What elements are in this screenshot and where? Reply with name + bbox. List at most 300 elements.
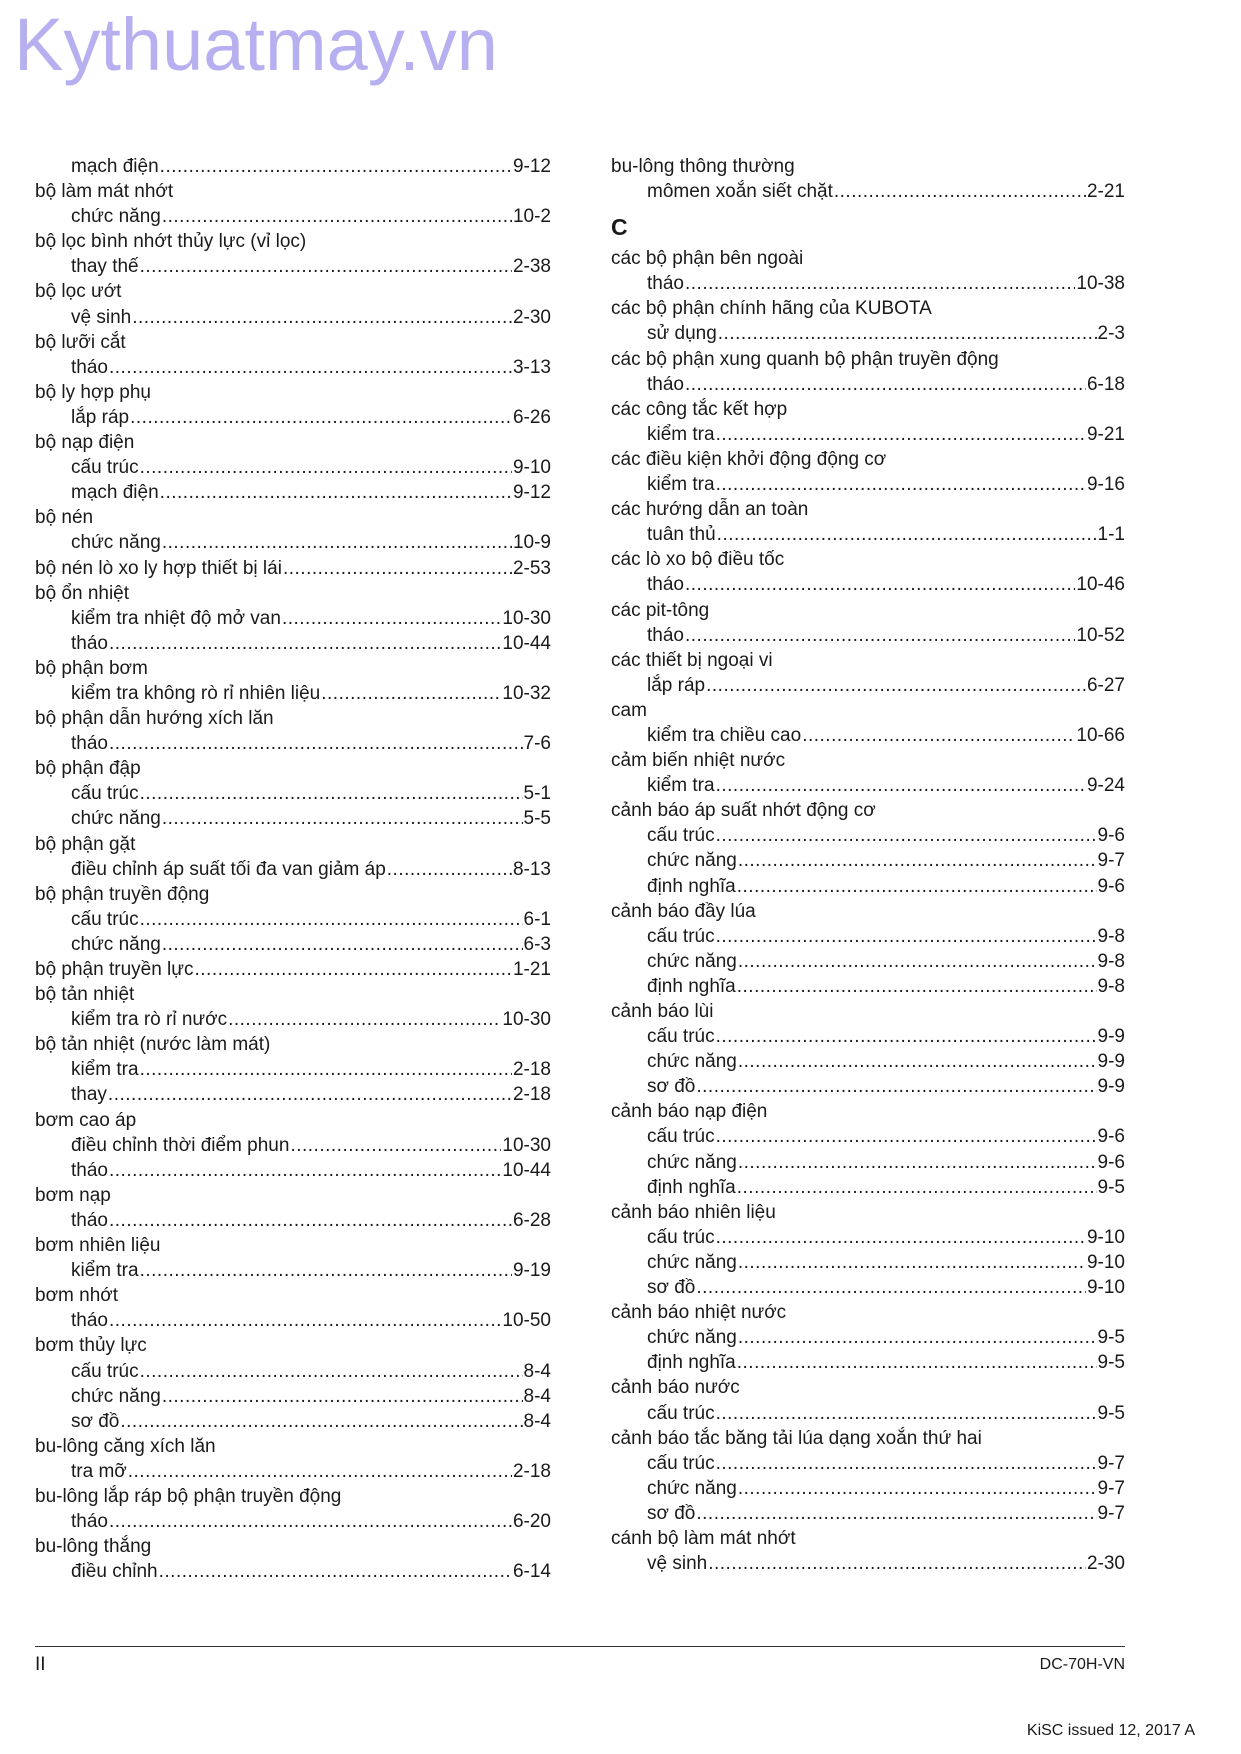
index-subentry: [611, 949, 1125, 974]
index-heading: bộ nén: [35, 507, 94, 529]
page-ref: 9-19: [512, 1260, 551, 1282]
index-heading: bộ lọc bình nhớt thủy lực (vỉ lọc): [35, 231, 307, 253]
index-subentry: [611, 673, 1125, 698]
page-ref: 2-30: [1086, 1553, 1125, 1575]
page-ref: 2-18: [512, 1059, 551, 1081]
dot-leader: [109, 1158, 501, 1183]
dot-leader: [162, 932, 523, 957]
entry-term: cấu trúc: [71, 783, 139, 805]
index-subentry: [611, 1024, 1125, 1049]
dot-leader: [160, 480, 512, 505]
dot-leader: [290, 1133, 501, 1158]
index-subentry: [611, 1501, 1125, 1526]
index-subentry: [35, 204, 551, 229]
dot-leader: [108, 1082, 512, 1107]
entry-term: sơ đồ: [647, 1502, 696, 1524]
page-ref: 9-5: [1097, 1327, 1125, 1349]
dot-leader: [140, 781, 523, 806]
entry-term: định nghĩa: [647, 1176, 736, 1198]
page-ref: 8-4: [523, 1385, 551, 1407]
page-ref: 9-10: [1086, 1251, 1125, 1273]
entry-term: sơ đồ: [647, 1076, 696, 1098]
entry-term: sử dụng: [647, 323, 717, 345]
index-subentry: [611, 522, 1125, 547]
index-subentry: [35, 857, 551, 882]
entry-term: kiểm tra: [71, 1059, 139, 1081]
index-heading: bộ ly hợp phụ: [35, 381, 151, 403]
dot-leader: [716, 1401, 1097, 1426]
page-ref: 10-2: [512, 206, 551, 228]
entry-term: tháo: [71, 632, 108, 654]
index-heading: các thiết bị ngoại vi: [611, 649, 773, 671]
page-ref: 6-27: [1086, 674, 1125, 696]
entry-term: sơ đồ: [647, 1277, 696, 1299]
entry-term: điều chỉnh: [71, 1561, 158, 1583]
dot-leader: [716, 1024, 1097, 1049]
entry-term: chức năng: [71, 933, 161, 955]
page-ref: 9-10: [1086, 1277, 1125, 1299]
dot-leader: [737, 1350, 1097, 1375]
index-subentry: [35, 631, 551, 656]
dot-leader: [716, 422, 1086, 447]
dot-leader: [109, 1208, 512, 1233]
page-ref: 10-50: [502, 1310, 551, 1332]
index-heading: bơm nạp: [35, 1184, 111, 1206]
dot-leader: [162, 530, 512, 555]
dot-leader: [130, 405, 512, 430]
index-subentry: [611, 179, 1125, 204]
entry-term: kiểm tra: [647, 474, 715, 496]
page-ref: 10-66: [1076, 724, 1125, 746]
index-heading: bu-lông căng xích lăn: [35, 1435, 216, 1457]
page-ref: 6-26: [512, 406, 551, 428]
index-subentry: [611, 848, 1125, 873]
entry-term: cấu trúc: [71, 457, 139, 479]
page-ref: 2-18: [512, 1460, 551, 1482]
page-ref: 2-38: [512, 256, 551, 278]
index-subentry: [35, 405, 551, 430]
index-subentry: [611, 422, 1125, 447]
index-subentry: [35, 1208, 551, 1233]
watermark-logo: Kythuatmay.vn: [14, 3, 498, 86]
page-ref: 2-53: [512, 557, 551, 579]
page-ref: 5-5: [523, 808, 551, 830]
index-heading: cảnh báo áp suất nhớt động cơ: [611, 800, 876, 822]
index-subentry: [611, 924, 1125, 949]
page-ref: 6-18: [1086, 373, 1125, 395]
dot-leader: [716, 472, 1086, 497]
index-subentry: [611, 874, 1125, 899]
entry-term: tra mỡ: [71, 1460, 127, 1482]
index-heading: cảnh báo lùi: [611, 1001, 714, 1022]
entry-term: kiểm tra: [647, 423, 715, 445]
index-subentry: [35, 1082, 551, 1107]
index-heading: bộ lưỡi cắt: [35, 331, 126, 353]
entry-term: chức năng: [71, 532, 161, 554]
page-ref: 6-28: [512, 1209, 551, 1231]
index-subentry: [35, 480, 551, 505]
entry-term: định nghĩa: [647, 975, 736, 997]
dot-leader: [716, 823, 1097, 848]
entry-term: tháo: [71, 356, 108, 378]
dot-leader: [387, 857, 512, 882]
page-ref: 9-10: [512, 457, 551, 479]
entry-term: lắp ráp: [71, 406, 130, 428]
page-ref: 9-5: [1097, 1402, 1125, 1424]
dot-leader: [737, 874, 1097, 899]
index-subentry: [611, 773, 1125, 798]
entry-term: bộ phận truyền lực: [35, 959, 194, 980]
index-subentry: [35, 355, 551, 380]
page-ref: 9-16: [1086, 474, 1125, 496]
page-ref: 10-44: [502, 1159, 551, 1181]
page-ref: 2-3: [1097, 323, 1125, 345]
index-subentry: [611, 1150, 1125, 1175]
page-ref: 10-30: [502, 1009, 551, 1031]
index-subentry: [35, 606, 551, 631]
dot-leader: [716, 773, 1086, 798]
dot-leader: [696, 1074, 1096, 1099]
entry-term: vệ sinh: [647, 1553, 708, 1575]
entry-term: kiểm tra nhiệt độ mở van: [71, 607, 281, 629]
dot-leader: [738, 1049, 1097, 1074]
entry-term: tháo: [647, 373, 684, 395]
entry-term: tháo: [71, 1511, 108, 1533]
page-ref: 9-9: [1097, 1051, 1125, 1073]
index-subentry: [611, 472, 1125, 497]
index-subentry: [35, 907, 551, 932]
index-subentry: [611, 1074, 1125, 1099]
page-ref: 6-20: [512, 1511, 551, 1533]
page-ref: 9-10: [1086, 1226, 1125, 1248]
page-ref: 9-6: [1097, 825, 1125, 847]
index-subentry: [611, 271, 1125, 296]
index-subentry: [35, 1308, 551, 1333]
dot-leader: [716, 1451, 1097, 1476]
dot-leader: [109, 1509, 512, 1534]
page-ref: 10-32: [502, 682, 551, 704]
page-ref: 10-38: [1076, 273, 1125, 295]
index-subentry: [35, 1133, 551, 1158]
page-ref: 10-52: [1076, 624, 1125, 646]
index-subentry: [611, 1401, 1125, 1426]
entry-term: chức năng: [647, 1151, 737, 1173]
entry-term: cấu trúc: [71, 1360, 139, 1382]
page-ref: 9-24: [1086, 775, 1125, 797]
page-ref: 3-13: [512, 356, 551, 378]
index-heading: bu-lông thắng: [35, 1536, 152, 1558]
dot-leader: [716, 924, 1097, 949]
page-ref: 5-1: [523, 783, 551, 805]
entry-term: tháo: [71, 733, 108, 755]
dot-leader: [738, 1476, 1097, 1501]
dot-leader: [160, 154, 512, 179]
index-heading: cảnh báo nạp điện: [611, 1101, 768, 1123]
index-heading: bộ nạp điện: [35, 432, 135, 454]
entry-term: kiểm tra không rò rỉ nhiên liệu: [71, 682, 321, 704]
index-subentry: [35, 305, 551, 330]
entry-term: thay thế: [71, 256, 139, 278]
index-subentry: [611, 1325, 1125, 1350]
index-heading: bơm nhiên liệu: [35, 1235, 161, 1257]
index-heading: cam: [611, 699, 647, 721]
dot-leader: [109, 631, 501, 656]
entry-term: cấu trúc: [647, 925, 715, 947]
entry-term: kiểm tra: [71, 1260, 139, 1282]
index-heading: bu-lông thông thường: [611, 156, 795, 177]
dot-leader: [228, 1007, 501, 1032]
page-ref: 7-6: [523, 733, 551, 755]
dot-leader: [685, 623, 1075, 648]
entry-term: thay: [71, 1084, 107, 1106]
index-heading: bộ ổn nhiệt: [35, 582, 130, 604]
dot-leader: [283, 556, 512, 581]
index-heading: bơm thủy lực: [35, 1335, 147, 1357]
index-subentry: [35, 1509, 551, 1534]
dot-leader: [140, 254, 512, 279]
dot-leader: [109, 1308, 501, 1333]
page-ref: 10-46: [1076, 574, 1125, 596]
index-heading-entry: [35, 957, 551, 982]
dot-leader: [716, 1124, 1097, 1149]
entry-term: cấu trúc: [647, 1452, 715, 1474]
entry-term: kiểm tra: [647, 775, 715, 797]
page-ref: 2-30: [512, 306, 551, 328]
dot-leader: [718, 321, 1097, 346]
index-heading: bộ phận dẫn hướng xích lăn: [35, 708, 274, 730]
entry-term: sơ đồ: [71, 1410, 120, 1432]
index-subentry: [611, 1551, 1125, 1576]
page-ref: 9-7: [1097, 850, 1125, 872]
index-heading: cảm biến nhiệt nước: [611, 750, 786, 772]
index-heading: bộ tản nhiệt: [35, 984, 135, 1006]
dot-leader: [132, 305, 512, 330]
page-ref: 9-8: [1097, 975, 1125, 997]
index-heading: bơm cao áp: [35, 1109, 137, 1131]
page-number: II: [35, 1654, 46, 1675]
index-subentry: [611, 572, 1125, 597]
index-column-right: [611, 154, 1125, 1576]
dot-leader: [195, 957, 512, 982]
index-letter-heading: C: [611, 214, 628, 241]
entry-term: điều chỉnh áp suất tối đa van giảm áp: [71, 858, 386, 880]
index-heading: bu-lông lắp ráp bộ phận truyền động: [35, 1485, 342, 1507]
page-ref: 10-9: [512, 532, 551, 554]
entry-term: chức năng: [647, 1251, 737, 1273]
dot-leader: [140, 1359, 523, 1384]
page-ref: 2-21: [1086, 181, 1125, 203]
dot-leader: [140, 1258, 512, 1283]
index-subentry: [35, 731, 551, 756]
index-subentry: [611, 1175, 1125, 1200]
dot-leader: [282, 606, 501, 631]
index-subentry: [611, 1476, 1125, 1501]
page-ref: 9-5: [1097, 1176, 1125, 1198]
dot-leader: [738, 1250, 1086, 1275]
dot-leader: [716, 1225, 1086, 1250]
entry-term: mạch điện: [71, 156, 159, 177]
index-heading: các bộ phận chính hãng của KUBOTA: [611, 298, 932, 320]
index-subentry: [611, 1225, 1125, 1250]
dot-leader: [685, 271, 1075, 296]
entry-term: cấu trúc: [647, 1026, 715, 1048]
page-ref: 6-1: [523, 908, 551, 930]
issue-note: KiSC issued 12, 2017 A: [1026, 1722, 1195, 1739]
entry-term: điều chỉnh thời điểm phun: [71, 1134, 290, 1156]
index-heading: bộ tản nhiệt (nước làm mát): [35, 1034, 271, 1056]
document-code: DC-70H-VN: [1039, 1656, 1125, 1673]
entry-term: chức năng: [71, 206, 161, 228]
page-ref: 9-8: [1097, 950, 1125, 972]
index-heading: các công tắc kết hợp: [611, 398, 788, 420]
index-subentry: [35, 806, 551, 831]
index-heading: cảnh báo tắc băng tải lúa dạng xoắn thứ hai: [611, 1427, 982, 1449]
entry-term: bộ nén lò xo ly hợp thiết bị lái: [35, 557, 282, 579]
index-subentry: [611, 974, 1125, 999]
dot-leader: [834, 179, 1086, 204]
entry-term: mômen xoắn siết chặt: [647, 181, 833, 203]
index-subentry: [35, 1057, 551, 1082]
index-subentry: [35, 1158, 551, 1183]
index-heading: bộ làm mát nhớt: [35, 181, 174, 203]
footer-divider: [35, 1646, 1125, 1647]
index-subentry: [611, 823, 1125, 848]
index-heading: bộ phận đập: [35, 758, 141, 780]
dot-leader: [738, 1325, 1097, 1350]
entry-term: chức năng: [71, 1385, 161, 1407]
page-ref: 8-4: [523, 1360, 551, 1382]
index-subentry: [611, 1124, 1125, 1149]
entry-term: vệ sinh: [71, 306, 132, 328]
index-heading: cảnh báo nhiên liệu: [611, 1201, 776, 1223]
dot-leader: [685, 572, 1075, 597]
dot-leader: [162, 1384, 523, 1409]
index-heading: cảnh báo đầy lúa: [611, 900, 756, 922]
dot-leader: [708, 1551, 1086, 1576]
entry-term: tháo: [71, 1310, 108, 1332]
index-heading: các bộ phận bên ngoài: [611, 248, 804, 270]
index-heading: bộ phận gặt: [35, 833, 136, 855]
entry-term: chức năng: [647, 1051, 737, 1073]
page-ref: 9-7: [1097, 1477, 1125, 1499]
page-ref: 2-18: [512, 1084, 551, 1106]
index-heading-entry: [35, 556, 551, 581]
entry-term: chức năng: [647, 1327, 737, 1349]
dot-leader: [120, 1409, 522, 1434]
page-ref: 9-5: [1097, 1352, 1125, 1374]
page-ref: 9-6: [1097, 1151, 1125, 1173]
dot-leader: [685, 372, 1086, 397]
index-subentry: [611, 723, 1125, 748]
index-subentry: [35, 932, 551, 957]
index-subentry: [35, 1559, 551, 1584]
dot-leader: [109, 731, 523, 756]
index-subentry: [611, 1250, 1125, 1275]
index-heading: bộ phận bơm: [35, 657, 148, 679]
entry-term: cấu trúc: [71, 908, 139, 930]
entry-term: chức năng: [647, 850, 737, 872]
index-subentry: [35, 1459, 551, 1484]
entry-term: tháo: [71, 1209, 108, 1231]
index-subentry: [611, 1049, 1125, 1074]
page-ref: 9-9: [1097, 1076, 1125, 1098]
index-heading: bơm nhớt: [35, 1285, 119, 1307]
dot-leader: [696, 1275, 1086, 1300]
entry-term: mạch điện: [71, 482, 159, 504]
dot-leader: [128, 1459, 512, 1484]
index-subentry: [35, 681, 551, 706]
index-heading: cảnh báo nước: [611, 1377, 740, 1399]
index-heading: bộ lọc ướt: [35, 281, 122, 303]
index-heading: các pit-tông: [611, 599, 710, 621]
index-heading: các bộ phận xung quanh bộ phận truyền động: [611, 348, 999, 370]
page-ref: 10-30: [502, 607, 551, 629]
entry-term: tháo: [647, 574, 684, 596]
index-subentry: [611, 321, 1125, 346]
index-heading: các điều kiện khởi động động cơ: [611, 448, 887, 470]
index-subentry: [35, 1409, 551, 1434]
dot-leader: [737, 1175, 1097, 1200]
page-ref: 9-7: [1097, 1452, 1125, 1474]
entry-term: tuân thủ: [647, 524, 716, 546]
index-subentry: [35, 1007, 551, 1032]
page-ref: 6-14: [512, 1561, 551, 1583]
entry-term: cấu trúc: [647, 825, 715, 847]
entry-term: chức năng: [647, 950, 737, 972]
entry-term: định nghĩa: [647, 1352, 736, 1374]
index-subentry: [35, 530, 551, 555]
index-subentry: [35, 1258, 551, 1283]
entry-term: kiểm tra chiều cao: [647, 724, 802, 746]
page-ref: 8-13: [512, 858, 551, 880]
entry-term: định nghĩa: [647, 875, 736, 897]
index-subentry: [611, 1451, 1125, 1476]
index-heading: cánh bộ làm mát nhớt: [611, 1527, 796, 1549]
entry-term: cấu trúc: [647, 1402, 715, 1424]
dot-leader: [738, 848, 1097, 873]
index-subentry: [35, 455, 551, 480]
page-ref: 9-6: [1097, 1126, 1125, 1148]
index-subentry: [611, 623, 1125, 648]
page-ref: 9-8: [1097, 925, 1125, 947]
index-subentry: [611, 1350, 1125, 1375]
page-ref: 1-1: [1097, 524, 1125, 546]
dot-leader: [321, 681, 501, 706]
dot-leader: [717, 522, 1097, 547]
dot-leader: [738, 1150, 1097, 1175]
dot-leader: [140, 455, 512, 480]
dot-leader: [162, 204, 512, 229]
index-heading: các hướng dẫn an toàn: [611, 499, 809, 521]
dot-leader: [696, 1501, 1096, 1526]
dot-leader: [162, 806, 523, 831]
page-ref: 9-12: [512, 482, 551, 504]
index-column-left: [35, 154, 551, 1584]
page-ref: 10-30: [502, 1134, 551, 1156]
page-ref: 9-12: [512, 156, 551, 177]
entry-term: tháo: [647, 624, 684, 646]
page-ref: 9-6: [1097, 875, 1125, 897]
dot-leader: [140, 907, 523, 932]
index-subentry: [35, 254, 551, 279]
page-ref: 9-9: [1097, 1026, 1125, 1048]
page-ref: 8-4: [523, 1410, 551, 1432]
page-ref: 6-3: [523, 933, 551, 955]
page-ref: 9-7: [1097, 1502, 1125, 1524]
index-subentry: [35, 154, 551, 179]
entry-term: lắp ráp: [647, 674, 706, 696]
dot-leader: [802, 723, 1075, 748]
